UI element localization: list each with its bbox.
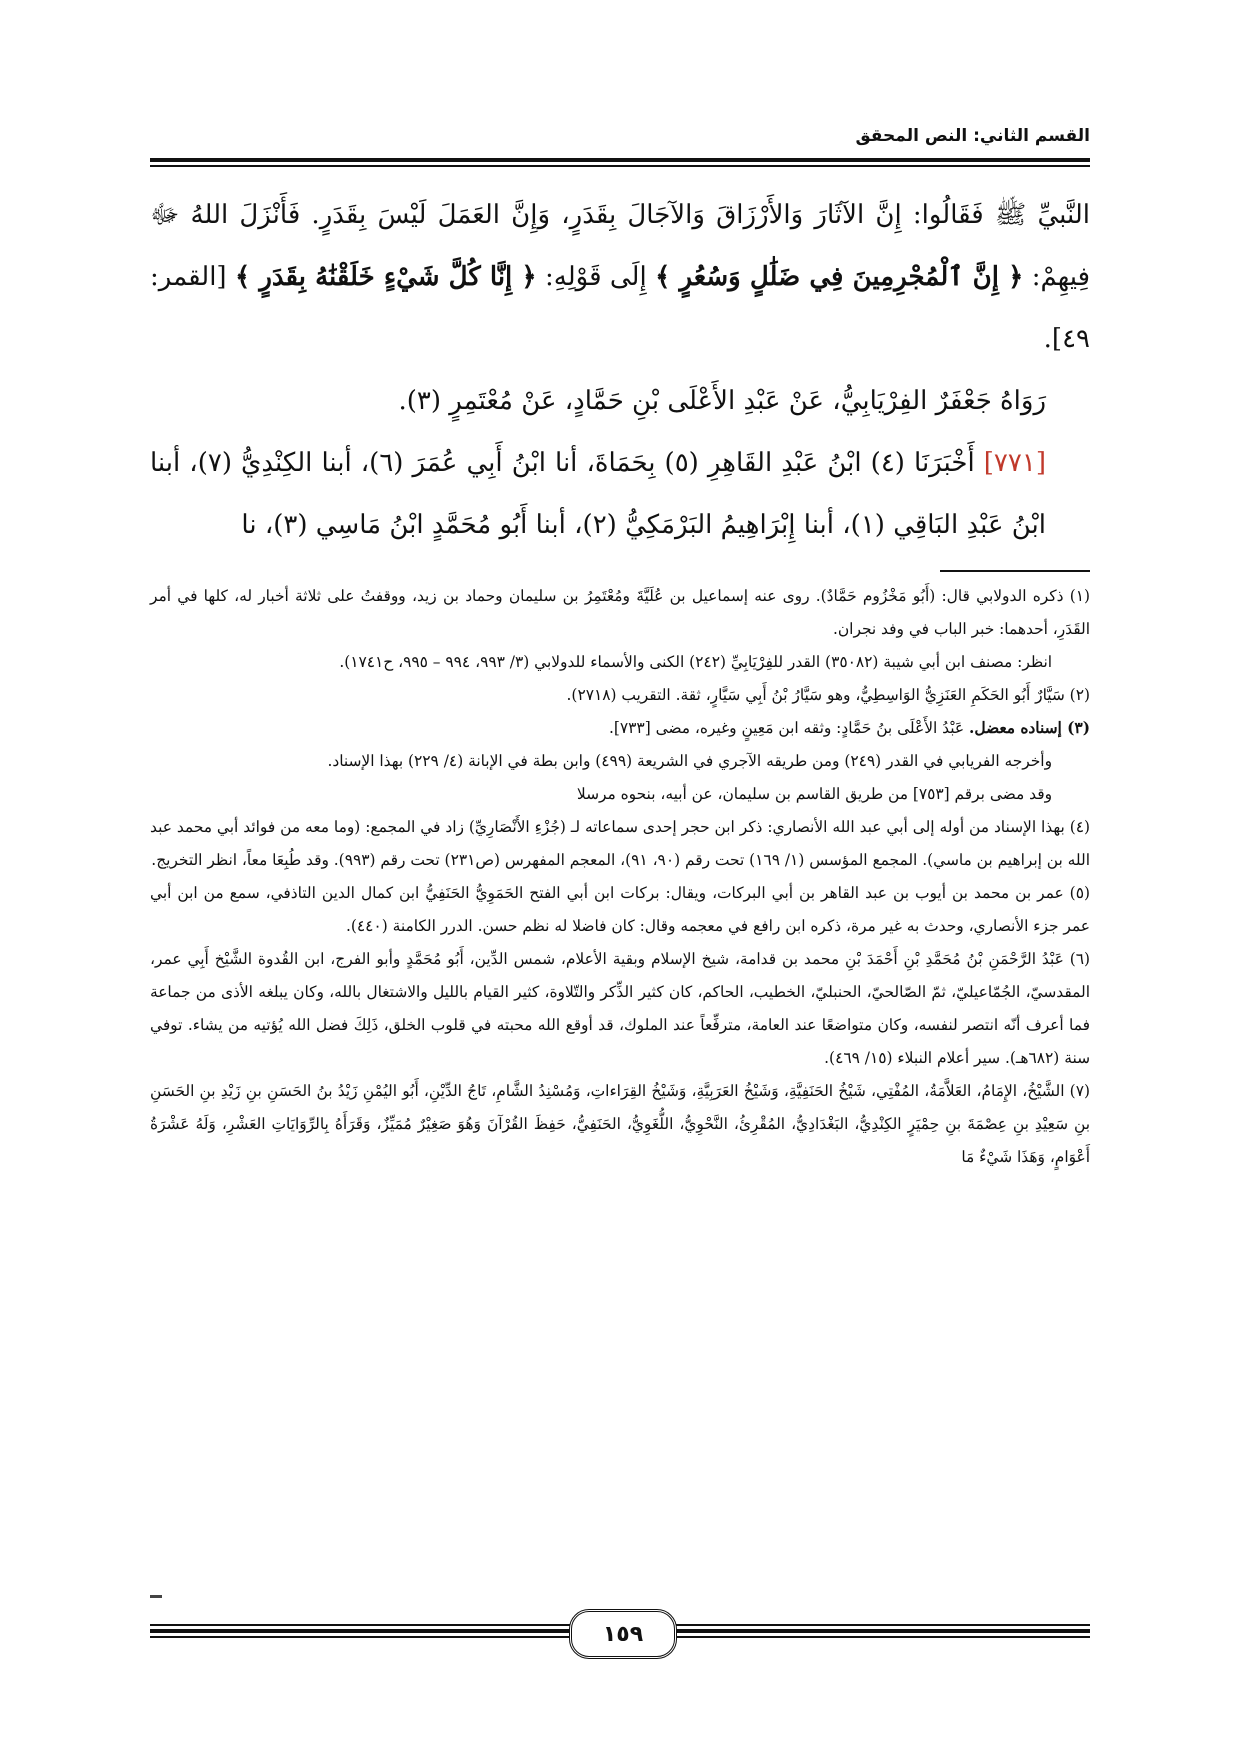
- quran-verse-2: ﴿ إِنَّا كُلَّ شَيْءٍ خَلَقْنَٰهُ بِقَدَرٍ ﴾: [234, 262, 537, 292]
- footnote-3-continued-1: وأخرجه الفريابي في القدر (٢٤٩) ومن طريقه الآجري في الشريعة (٤٩٩) وابن بطة في الإبانة (٤/ ٢٢٩) بهذا الإسناد.: [327, 752, 1052, 770]
- footnotes: [150, 580, 1090, 1174]
- hadith-number: [٧٧١]: [983, 448, 1046, 478]
- footnote-7: (٧) الشَّيْخُ، الإِمَامُ، العَلاَّمَةُ، المُفْتِي، شَيْخُ الحَنَفِيَّةِ، وَشَيْخُ العَرَبِيَّةِ، وَشَيْخُ القِرَاءاتِ، وَمُسْنِدُ الشَّامِ، تَاجُ الدِّيْنِ، أَبُو اليُمْنِ زَيْدُ بنُ الحَسَنِ بنِ زَيْدِ بنِ الحَسَنِ بنِ سَعِيْدِ بنِ عِصْمَةَ بنِ حِمْيَرٍ الكِنْدِيُّ، البَغْدَادِيُّ، المُقْرِئُ، النَّحْوِيُّ، اللُّغَوِيُّ، الحَنَفِيُّ، حَفِظَ القُرْآنَ وَهُوَ صَغِيْرٌ مُمَيِّزٌ، وَقَرَأَهُ بِالرِّوَايَاتِ العَشْرِ، وَلَهُ عَشْرَةُ أَعْوَامٍ، وَهَذَا شَيْءٌ مَا: [150, 1082, 1090, 1166]
- paragraph-3: [150, 432, 1090, 556]
- footnote-6: (٦) عَبْدُ الرَّحْمَنِ بْنُ مُحَمَّدِ بْنِ أَحْمَدَ بْنِ محمد بن قدامة، شيخ الإسلام وبقية الأعلام، شمس الدِّين، أَبُو مُحَمَّدٍ وأبو الفرج، ابن القُدوة الشَّيْخ أَبِي عمر، المقدسيّ، الجُمّاعيليّ، ثمّ الصّالحيّ، الحنبليّ، الخطيب، الحاكم، كان كثير الذِّكر والتّلاوة، كثير القيام بالليل والاشتغال بالله، وكان يبلغه الأذى من جماعة فما أعرف أنّه انتصر لنفسه، وكان متواضعًا عند العامة، مترفِّعاً عند الملوك، قد أوقع الله محبته في قلوب الخلق، ذَلِكَ فضل الله يُؤتيه من يشاء. توفي سنة (٦٨٢هـ). سير أعلام النبلاء (١٥/ ٤٦٩).: [150, 950, 1090, 1067]
- paragraph-1: [150, 184, 1090, 370]
- footnote-1: (١) ذكره الدولابي قال: (أَبُو مَخْزُوم حَمَّادٌ). روى عنه إسماعيل بن عُلَيَّةَ ومُعْتَمِرُ بن سليمان وحماد بن زيد، ووقفتُ على ثلاثة أخبار له، كلها في أمر القَدَرِ، أحدهما: خبر الباب في وفد نجران.: [150, 587, 1090, 638]
- continuation-dash: [150, 1595, 162, 1598]
- running-header: القسم الثاني: النص المحقق: [855, 126, 1090, 146]
- footnote-separator: [940, 570, 1090, 572]
- footnote-3-continued-2: وقد مضى برقم [٧٥٣] من طريق القاسم بن سليمان، عن أبيه، بنحوه مرسلا: [576, 785, 1052, 803]
- paragraph-3-text: أَخْبَرَنَا (٤) ابْنُ عَبْدِ القَاهِرِ (٥) بِحَمَاةَ، أنا ابْنُ أَبِي عُمَرَ (٦)، أبنا الكِنْدِيُّ (٧)، أبنا ابْنُ عَبْدِ البَاقِي (١)، أبنا إِبْرَاهِيمُ البَرْمَكِيُّ (٢)، أبنا أَبُو مُحَمَّدٍ ابْنُ مَاسِي (٣)، نا: [150, 448, 1046, 540]
- paragraph-1-start: النَّبيِّ ﷺ فَقَالُوا: إِنَّ الآثَارَ وَالأَرْزَاقَ وَالآجَالَ بِقَدَرٍ، وَإِنَّ العَمَلَ لَيْسَ بِقَدَرٍ. فَأَنْزَلَ اللهُ ﷻ فِيهِمْ:: [150, 200, 1091, 292]
- page-number: ١٥٩: [569, 1609, 677, 1659]
- quran-verse-1: ﴿ إِنَّ ٱلْمُجْرِمِينَ فِي ضَلَٰلٍ وَسُعُرٍ ﴾: [655, 262, 1024, 292]
- footnote-1-continued: انظر: مصنف ابن أبي شيبة (٣٥٠٨٢) القدر للفِرْيَابِيِّ (٢٤٢) الكنى والأسماء للدولابي (٣/ ٩٩٣، ٩٩٤ – ٩٩٥، ح١٧٤١).: [339, 653, 1052, 671]
- paragraph-1-mid: إِلَى قَوْلِهِ:: [536, 262, 656, 292]
- footnote-2: (٢) سَيَّارٌ أَبُو الحَكَمِ العَنَزِيُّ الوَاسِطِيُّ، وهو سَيَّارُ بْنُ أَبِي سَيَّارٍ، ثقة. التقريب (٢٧١٨).: [566, 686, 1090, 704]
- footnote-3-label: (٣) إسناده معضل.: [968, 719, 1090, 737]
- main-text: [150, 184, 1090, 556]
- footnote-3-text: عَبْدُ الأَعْلَى بنُ حَمَّادٍ: وثقه ابن مَعِينٍ وغيره، مضى [٧٣٣].: [608, 719, 969, 737]
- paragraph-1-end: [القمر: ٤٩].: [150, 262, 1090, 354]
- footnote-5: (٥) عمر بن محمد بن أيوب بن عبد القاهر بن أبي البركات، ويقال: بركات ابن أبي الفتح الحَمَوِيُّ الحَنَفِيُّ ابن كمال الدين التاذفي، سمع من ابن أبي عمر جزء الأنصاري، وحدث به غير مرة، ذكره ابن رافع في معجمه وقال: كان فاضلا له نظم حسن. الدرر الكامنة (٤٤٠).: [150, 884, 1090, 935]
- footnote-4: (٤) بهذا الإسناد من أوله إلى أبي عبد الله الأنصاري: ذكر ابن حجر إحدى سماعاته لـ (جُزْءِ الأَنْصَارِيِّ) زاد في المجمع: (وما معه من فوائد أبي محمد عبد الله بن إبراهيم بن ماسي). المجمع المؤسس (١/ ١٦٩) تحت رقم (٩٠، ٩١)، المعجم المفهرس (ص٢٣١) تحت رقم (٩٩٣). وقد طُبِعَا معاً، انظر التخريج.: [150, 818, 1090, 869]
- footnote-3: [150, 712, 1090, 745]
- header-rule: [150, 158, 1090, 168]
- paragraph-2: رَوَاهُ جَعْفَرٌ الفِرْيَابِيُّ، عَنْ عَبْدِ الأَعْلَى بْنِ حَمَّادٍ، عَنْ مُعْتَمِرٍ (٣).: [398, 386, 1046, 416]
